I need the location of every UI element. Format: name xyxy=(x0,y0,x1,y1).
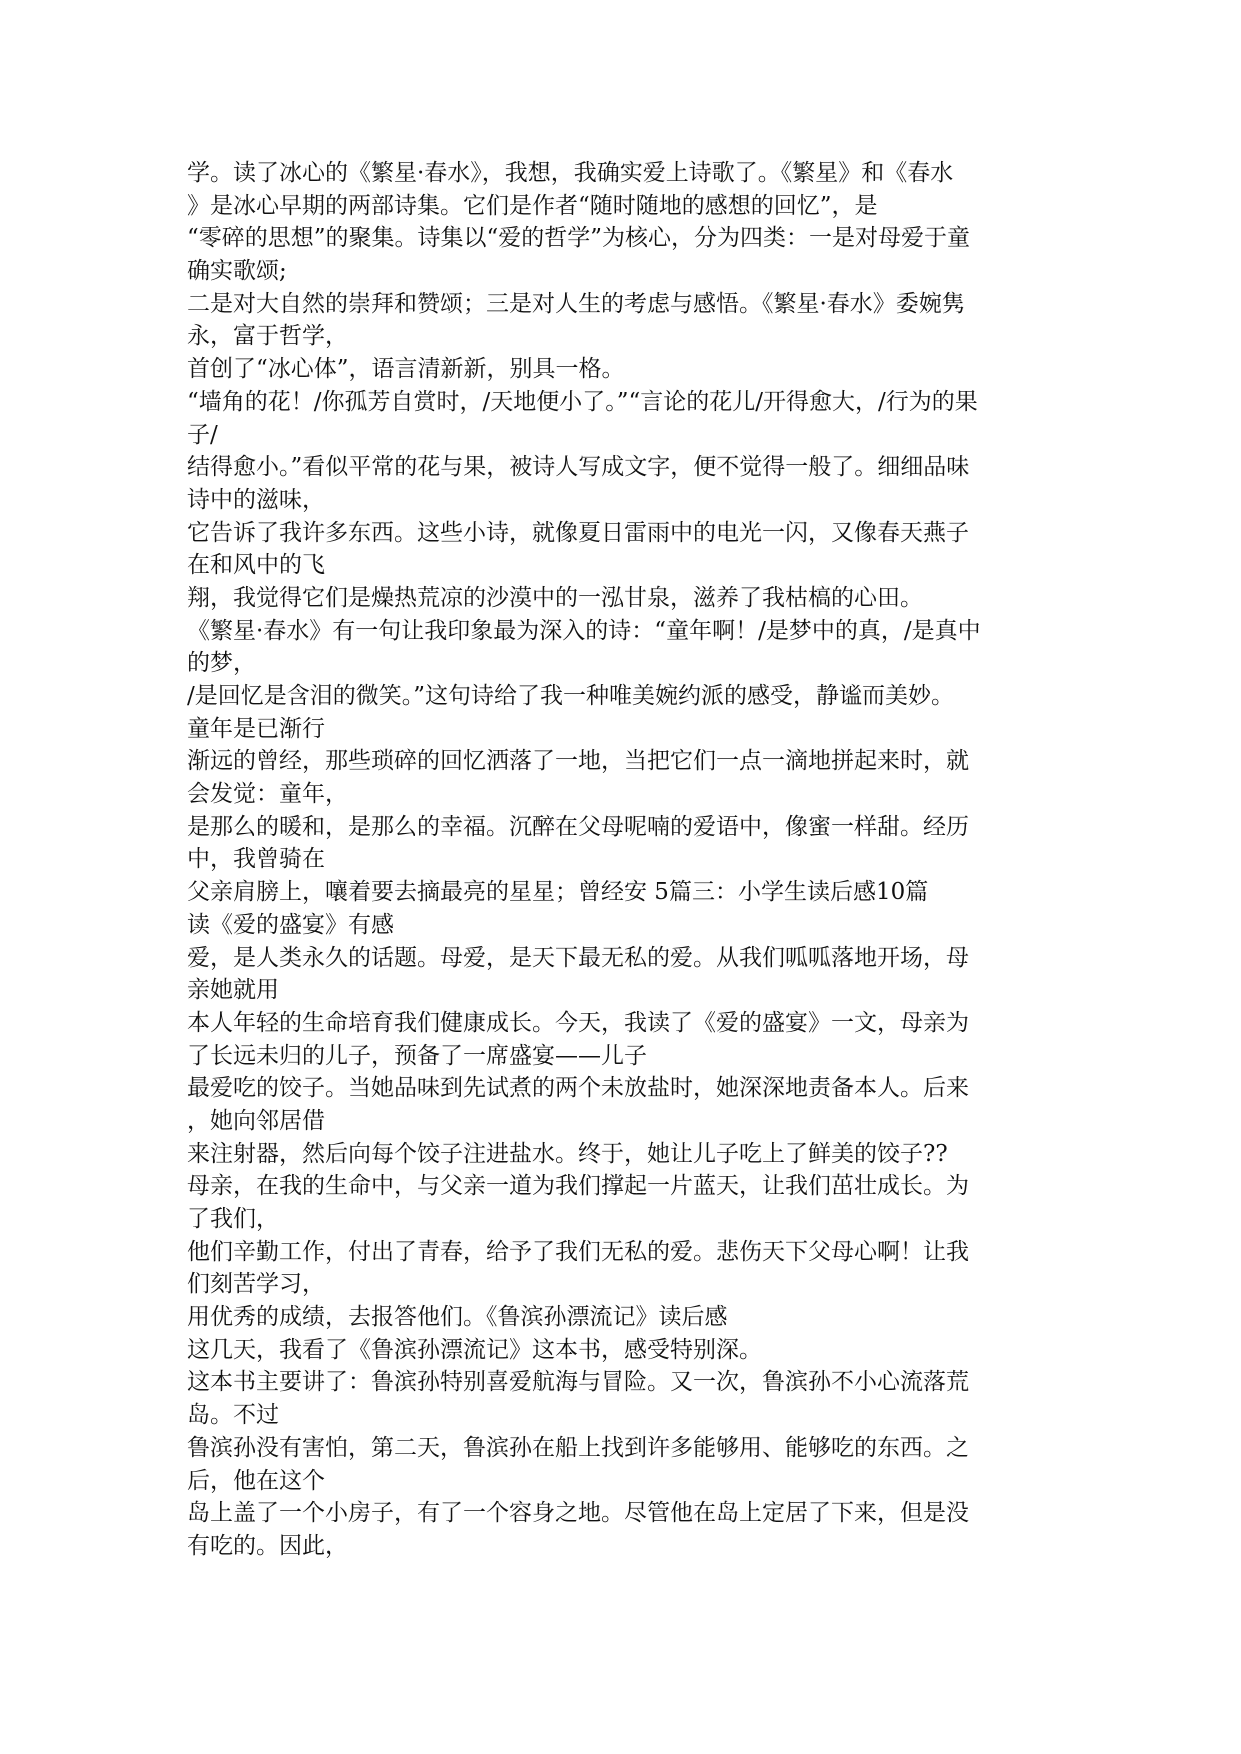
text-line: 鲁滨孙没有害怕，第二天，鲁滨孙在船上找到许多能够用、能够吃的东西。之 xyxy=(187,1434,969,1461)
text-line: 父亲肩膀上，嚷着要去摘最亮的星星；曾经安 5篇三：小学生读后感10篇 xyxy=(187,879,929,906)
text-line: 诗中的滋味， xyxy=(187,486,325,513)
text-line: 《繁星·春水》有一句让我印象最为深入的诗：“童年啊！/是梦中的真，/是真中 xyxy=(187,617,981,644)
text-line: 首创了“冰心体”，语言清新新，别具一格。 xyxy=(187,356,625,383)
text-line: 读《爱的盛宴》有感 xyxy=(187,911,394,938)
text-line: 本人年轻的生命培育我们健康成长。今天，我读了《爱的盛宴》一文，母亲为 xyxy=(187,1009,969,1036)
text-line: 岛上盖了一个小房子，有了一个容身之地。尽管他在岛上定居了下来，但是没 xyxy=(187,1500,969,1527)
body-text xyxy=(187,157,1067,1563)
text-line: 这本书主要讲了：鲁滨孙特别喜爱航海与冒险。又一次，鲁滨孙不小心流落荒 xyxy=(187,1369,969,1396)
text-line: 永，富于哲学， xyxy=(187,323,348,350)
text-line: 有吃的。因此， xyxy=(187,1532,348,1559)
text-line: 在和风中的飞 xyxy=(187,552,325,579)
text-line: 子/ xyxy=(187,421,218,448)
text-line: 最爱吃的饺子。当她品味到先试煮的两个未放盐时，她深深地责备本人。后来 xyxy=(187,1075,969,1102)
text-line: 爱，是人类永久的话题。母爱，是天下最无私的爱。从我们呱呱落地开场，母 xyxy=(187,944,969,971)
text-line: 岛。不过 xyxy=(187,1402,279,1429)
text-line: 渐远的曾经，那些琐碎的回忆洒落了一地，当把它们一点一滴地拼起来时，就 xyxy=(187,748,969,775)
text-line: 他们辛勤工作，付出了青春，给予了我们无私的爱。悲伤天下父母心啊！让我 xyxy=(187,1238,969,1265)
text-line: 来注射器，然后向每个饺子注进盐水。终于，她让儿子吃上了鲜美的饺子?? xyxy=(187,1140,948,1167)
text-line: 用优秀的成绩，去报答他们。《鲁滨孙漂流记》读后感 xyxy=(187,1304,728,1331)
text-line: 母亲，在我的生命中，与父亲一道为我们撑起一片蓝天，让我们茁壮成长。为 xyxy=(187,1173,969,1200)
text-line: 学。读了冰心的《繁星·春水》，我想，我确实爱上诗歌了。《繁星》和《春水 xyxy=(187,160,954,186)
text-line: 结得愈小。”看似平常的花与果，被诗人写成文字，便不觉得一般了。细细品味 xyxy=(187,454,970,481)
text-line: 们刻苦学习， xyxy=(187,1271,325,1298)
text-line: 了我们， xyxy=(187,1206,279,1232)
text-line: “零碎的思想”的聚集。诗集以“爱的哲学”为核心，分为四类：一是对母爱于童 xyxy=(187,225,971,252)
text-line: “墙角的花！/你孤芳自赏时，/天地便小了。”“言论的花儿/开得愈大，/行为的果 xyxy=(187,388,978,415)
text-line: /是回忆是含泪的微笑。”这句诗给了我一种唯美婉约派的感受，静谧而美妙。 xyxy=(187,683,955,709)
text-line: 后，他在这个 xyxy=(187,1467,325,1494)
text-line: ，她向邻居借 xyxy=(187,1107,325,1134)
text-line: 它告诉了我许多东西。这些小诗，就像夏日雷雨中的电光一闪，又像春天燕子 xyxy=(187,519,969,546)
text-line: 二是对大自然的崇拜和赞颂；三是对人生的考虑与感悟。《繁星·春水》委婉隽 xyxy=(187,290,965,317)
text-line: 确实歌颂; xyxy=(187,258,287,285)
text-line: 是那么的暖和，是那么的幸福。沉醉在父母呢喃的爱语中，像蜜一样甜。经历 xyxy=(187,813,969,840)
text-line: 了长远未归的儿子，预备了一席盛宴——儿子 xyxy=(187,1042,647,1069)
text-line: 童年是已渐行 xyxy=(187,715,325,742)
text-line: 的梦， xyxy=(187,650,256,677)
text-line: 亲她就用 xyxy=(187,977,279,1004)
text-line: 中，我曾骑在 xyxy=(187,846,325,873)
text-line: 》是冰心早期的两部诗集。它们是作者“随时随地的感想的回忆”，是 xyxy=(187,192,878,219)
text-line: 翔，我觉得它们是燥热荒凉的沙漠中的一泓甘泉，滋养了我枯槁的心田。 xyxy=(187,584,923,611)
text-line: 这几天，我看了《鲁滨孙漂流记》这本书，感受特别深。 xyxy=(187,1336,762,1363)
text-line: 会发觉：童年， xyxy=(187,781,348,808)
